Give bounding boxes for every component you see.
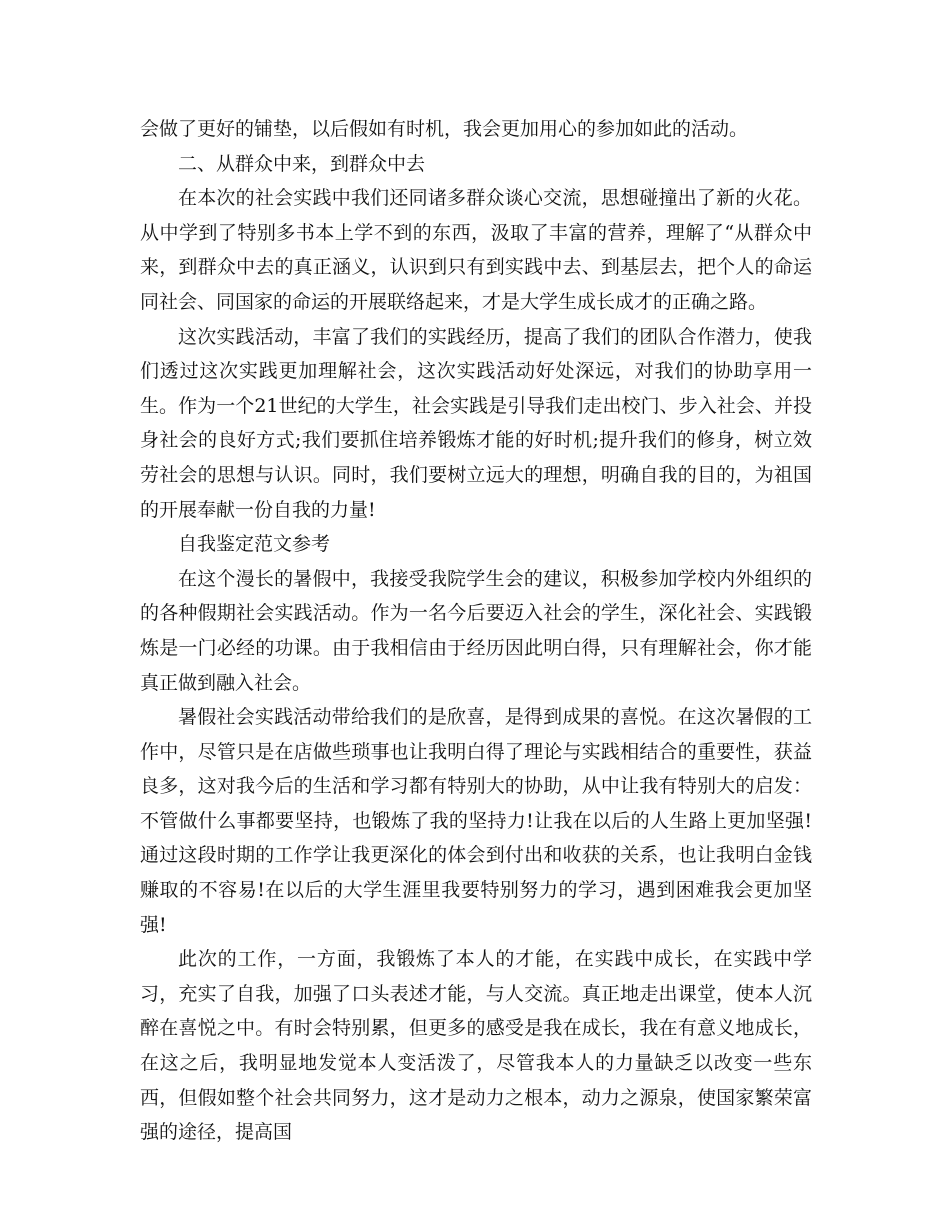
paragraph: 暑假社会实践活动带给我们的是欣喜，是得到成果的喜悦。在这次暑假的工作中，尽管只是在店做些琐事也让我明白得了理论与实践相结合的重要性，获益良多，这对我今后的生活和学习都有特别大的协助，从中让我有特别大的启发：不管做什么事都要坚持，也锻炼了我的坚持力!让我在以后的人生路上更加坚强!通过这段时期的工作学让我更深化的体会到付出和收获的关系，也让我明白金钱赚取的不容易!在以后的大学生涯里我要特别努力的学习，遇到困难我会更加坚强! [140,706,812,936]
paragraph: 在这个漫长的暑假中，我接受我院学生会的建议，积极参加学校内外组织的的各种假期社会实践活动。作为一名今后要迈入社会的学生，深化社会、实践锻炼是一门必经的功课。由于我相信由于经历因此明白得，只有理解社会，你才能真正做到融入社会。 [140,567,812,694]
paragraph: 在本次的社会实践中我们还同诸多群众谈心交流，思想碰撞出了新的火花。从中学到了特别多书本上学不到的东西，汲取了丰富的营养，理解了“从群众中来，到群众中去的真正涵义，认识到只有到实践中去、到基层去，把个人的命运同社会、同国家的命运的开展联络起来，才是大学生成长成才的正确之路。 [140,187,812,313]
paragraph-continuation: 会做了更好的铺垫，以后假如有时机，我会更加用心的参加如此的活动。 [140,118,749,140]
paragraph: 此次的工作，一方面，我锻炼了本人的才能，在实践中成长，在实践中学习，充实了自我，加强了口头表述才能，与人交流。真正地走出课堂，使本人沉醉在喜悦之中。有时会特别累，但更多的感受是我在成长，我在有意义地成长，在这之后，我明显地发觉本人变活泼了，尽管我本人的力量缺乏以改变一些东西，但假如整个社会共同努力，这才是动力之根本，动力之源泉，使国家繁荣富强的途径，提高国 [140,948,812,1144]
paragraph: 这次实践活动，丰富了我们的实践经历，提高了我们的团队合作潜力，使我们透过这次实践更加理解社会，这次实践活动好处深远，对我们的协助享用一生。作为一个21世纪的大学生，社会实践是引导我们走出校门、步入社会、并投身社会的良好方式;我们要抓住培养锻炼才能的好时机;提升我们的修身，树立效劳社会的思想与认识。同时，我们要树立远大的理想，明确自我的目的，为祖国的开展奉献一份自我的力量! [140,325,812,521]
section-heading: 二、从群众中来，到群众中去 [178,152,426,175]
document-page [140,112,812,1150]
section-heading: 自我鉴定范文参考 [178,533,331,556]
